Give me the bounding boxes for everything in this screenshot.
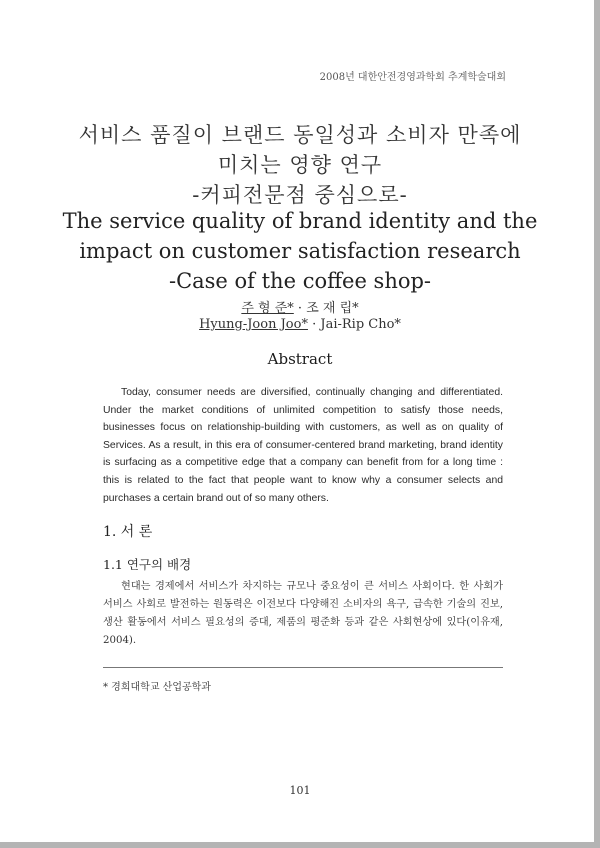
section-paragraph: 현대는 경제에서 서비스가 차지하는 규모나 중요성이 큰 서비스 사회이다. 한 사회가 서비스 사회로 발전하는 원동력은 이전보다 다양해진 소비자의 욕구, 급속한 기술의 진보, 생산 활동에서 서비스 필요성의 증대, 제품의 평준화 등과 같은 사회현상에 있다(이유재, 2004). <box>103 581 503 646</box>
author2-ko: 조 재 립* <box>306 301 359 316</box>
authors-english <box>0 317 600 332</box>
title-ko-subtitle: -커피전문점 중심으로- <box>192 183 408 207</box>
conference-header: 2008년 대한안전경영과학회 추계학술대회 <box>319 72 506 83</box>
section-body <box>103 578 503 650</box>
abstract-heading: Abstract <box>267 350 333 368</box>
abstract-body <box>103 384 503 507</box>
author2-en: Jai-Rip Cho* <box>320 317 401 332</box>
page-number: 101 <box>289 784 311 797</box>
title-en-subtitle: -Case of the coffee shop- <box>168 269 432 293</box>
abstract-text: Today, consumer needs are diversified, continually changing and differentiated. Under the market conditions of unlimited competition to satisfy those needs, businesses focus on relationship-building with customers, as well as on quality of Services. As a result, in this era of consumer-centered brand marketing, brand identity is surfacing as a competitive edge that a company can benefit from for a long time : this is related to the fact that people want to know why a consumer selects and purchases a certain brand out of so many others. <box>103 387 503 504</box>
footnote-divider <box>103 667 503 668</box>
author1-ko: 주 형 준* <box>241 301 294 316</box>
section-heading: 1. 서 론 <box>103 524 153 540</box>
subsection-heading: 1.1 연구의 배경 <box>103 557 192 572</box>
author-separator: · <box>307 317 321 332</box>
title-korean <box>0 120 600 210</box>
title-ko-line1: 서비스 품질이 브랜드 동일성과 소비자 만족에 <box>78 123 522 147</box>
author1-en: Hyung-Joon Joo* <box>199 317 308 332</box>
title-en-line1: The service quality of brand identity and the <box>62 209 538 233</box>
title-en-line2: impact on customer satisfaction research <box>79 239 521 263</box>
title-ko-line2: 미치는 영향 연구 <box>217 153 383 177</box>
authors-korean <box>0 297 600 316</box>
author-separator: · <box>293 301 307 316</box>
title-english <box>0 206 600 296</box>
footnote: * 경희대학교 산업공학과 <box>103 682 211 693</box>
